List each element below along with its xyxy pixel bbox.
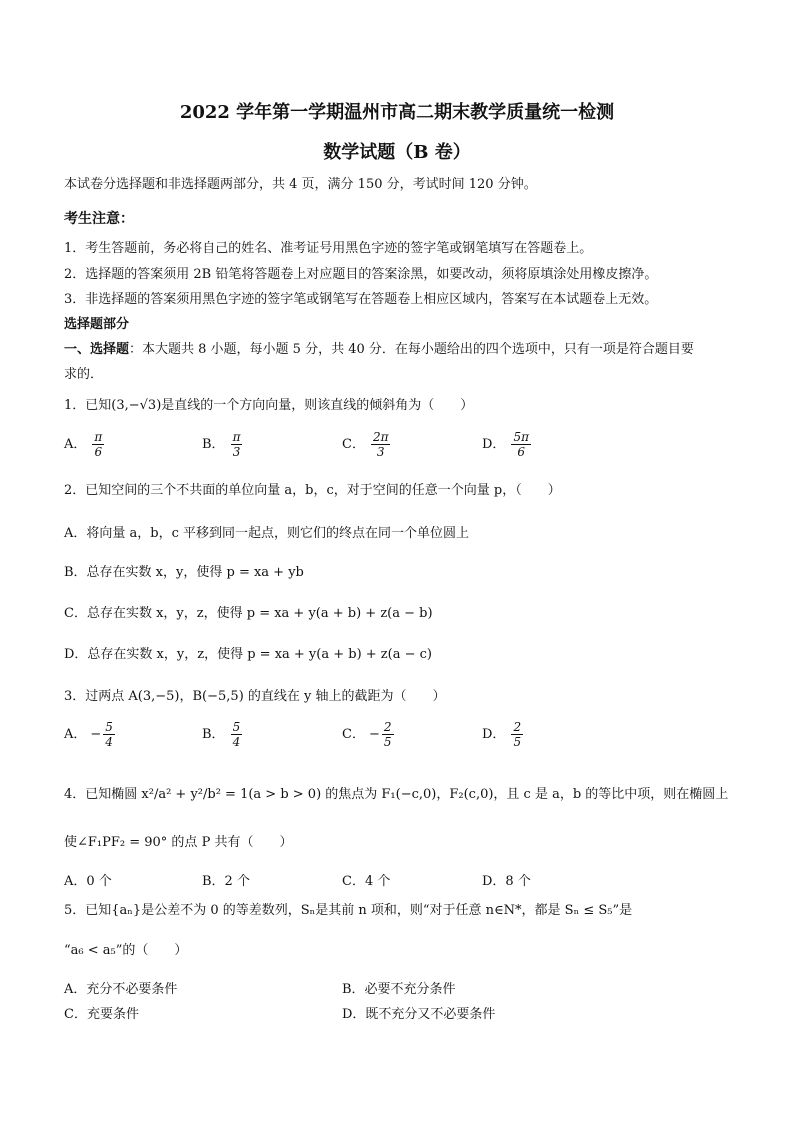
q5-option-d: D．既不充分又不必要条件 [342, 1007, 496, 1022]
q3-option-c-fraction [382, 720, 394, 749]
q3-option-b-letter: B． [202, 727, 225, 742]
q1-option-b [202, 430, 242, 459]
section-instr-line1: ：本大题共 8 小题，每小题 5 分，共 40 分．在每小题给出的四个选项中，只有一项是符合题目要 [129, 342, 694, 357]
q1-option-c-fraction [371, 430, 391, 459]
q1-c-den: 3 [376, 445, 385, 459]
q3-b-num: 5 [232, 720, 241, 734]
q3-option-d [482, 720, 523, 749]
notice-item-1: 1．考生答题前，务必将自己的姓名、准考证号用黑色字迹的签字笔或钢笔填写在答题卷上。 [64, 241, 593, 256]
section-instr-line2: 求的． [64, 367, 104, 382]
q1-stem: 1．已知(3,−√3)是直线的一个方向向量，则该直线的倾斜角为（ ） [64, 398, 474, 413]
notice-item-2: 2．选择题的答案须用 2B 铅笔将答题卷上对应题目的答案涂黑，如要改动，须将原填涂处用橡皮擦净。 [64, 267, 658, 282]
q1-option-a-letter: A． [64, 437, 87, 452]
q3-option-c-sign: − [368, 727, 380, 742]
q5-option-b: B．必要不充分条件 [342, 982, 456, 997]
q3-option-c [342, 720, 394, 749]
q5-option-a: A．充分不必要条件 [64, 982, 178, 997]
q5-option-c: C．充要条件 [64, 1007, 139, 1022]
q2-option-d: D．总存在实数 x，y，z，使得 p = xa + y(a + b) + z(a − c) [64, 647, 432, 662]
q1-a-num: π [94, 430, 103, 444]
q4-option-b: B．2 个 [202, 874, 250, 889]
q1-c-num: 2π [372, 430, 389, 444]
q1-d-num: 5π [513, 430, 529, 444]
q5-stem-line1: 5．已知{aₙ}是公差不为 0 的等差数列，Sₙ是其前 n 项和，则“对于任意 n∈N*，都是 Sₙ ≤ S₅”是 [64, 903, 633, 918]
q1-d-den: 6 [517, 445, 526, 459]
q3-stem: 3．过两点 A(3,−5)，B(−5,5) 的直线在 y 轴上的截距为（ ） [64, 689, 446, 704]
q1-option-d-fraction [511, 430, 531, 459]
q2-option-c: C．总存在实数 x，y，z，使得 p = xa + y(a + b) + z(a − b) [64, 606, 433, 621]
q3-a-num: 5 [105, 720, 113, 734]
q3-option-b [202, 720, 242, 749]
q1-option-c [342, 430, 390, 459]
q3-option-a-sign: − [90, 727, 102, 742]
q3-option-d-letter: D． [482, 727, 506, 742]
q2-option-a: A．将向量 a，b，c 平移到同一起点，则它们的终点在同一个单位圆上 [64, 526, 470, 541]
q3-option-a-letter: A． [64, 727, 87, 742]
q1-option-c-letter: C． [342, 437, 365, 452]
q4-option-d: D．8 个 [482, 874, 531, 889]
section-instructions [64, 341, 694, 359]
section-label: 选择题部分 [64, 317, 130, 332]
q2-option-b: B．总存在实数 x，y，使得 p = xa + yb [64, 565, 304, 580]
intro-text: 本试卷分选择题和非选择题两部分，共 4 页，满分 150 分，考试时间 120 分钟。 [64, 177, 537, 192]
q3-d-den: 5 [513, 735, 522, 749]
q1-b-num: π [232, 430, 241, 444]
q2-stem: 2．已知空间的三个不共面的单位向量 a，b，c，对于空间的任意一个向量 p，（ ） [64, 483, 561, 498]
q3-option-a-fraction [103, 720, 115, 749]
q3-option-a [64, 720, 115, 749]
q3-c-den: 5 [383, 735, 392, 749]
notice-item-3: 3．非选择题的答案须用黑色字迹的签字笔或钢笔写在答题卷上相应区域内，答案写在本试题卷上无效。 [64, 292, 658, 307]
q1-b-den: 3 [232, 445, 241, 459]
section-instr-bold: 一、选择题 [64, 342, 130, 357]
exam-title: 2022 学年第一学期温州市高二期末教学质量统一检测 [179, 102, 615, 123]
q3-a-den: 4 [105, 735, 113, 749]
q1-option-d [482, 430, 531, 459]
q1-option-a-fraction [92, 430, 104, 459]
exam-subtitle: 数学试题（B 卷） [323, 142, 471, 163]
q3-d-num: 2 [513, 720, 522, 734]
q1-option-b-letter: B． [202, 437, 225, 452]
q3-option-c-letter: C． [342, 727, 365, 742]
q3-option-d-fraction [511, 720, 523, 749]
notice-heading: 考生注意： [64, 211, 134, 227]
q5-stem-line2: “a₆ < a₅”的（ ） [64, 943, 188, 958]
q1-option-a [64, 430, 104, 459]
q3-b-den: 4 [232, 735, 241, 749]
q4-stem-line2: 使∠F₁PF₂ = 90° 的点 P 共有（ ） [64, 835, 293, 850]
q4-option-c: C．4 个 [342, 874, 391, 889]
q1-option-b-fraction [231, 430, 243, 459]
q3-option-b-fraction [231, 720, 243, 749]
q4-option-a: A．0 个 [64, 874, 112, 889]
q1-option-d-letter: D． [482, 437, 506, 452]
q3-c-num: 2 [383, 720, 392, 734]
q4-stem-line1: 4．已知椭圆 x²/a² + y²/b² = 1(a > b > 0) 的焦点为 F₁(−c,0)，F₂(c,0)，且 c 是 a，b 的等比中项，则在椭圆上 [64, 787, 729, 802]
q1-a-den: 6 [94, 445, 103, 459]
